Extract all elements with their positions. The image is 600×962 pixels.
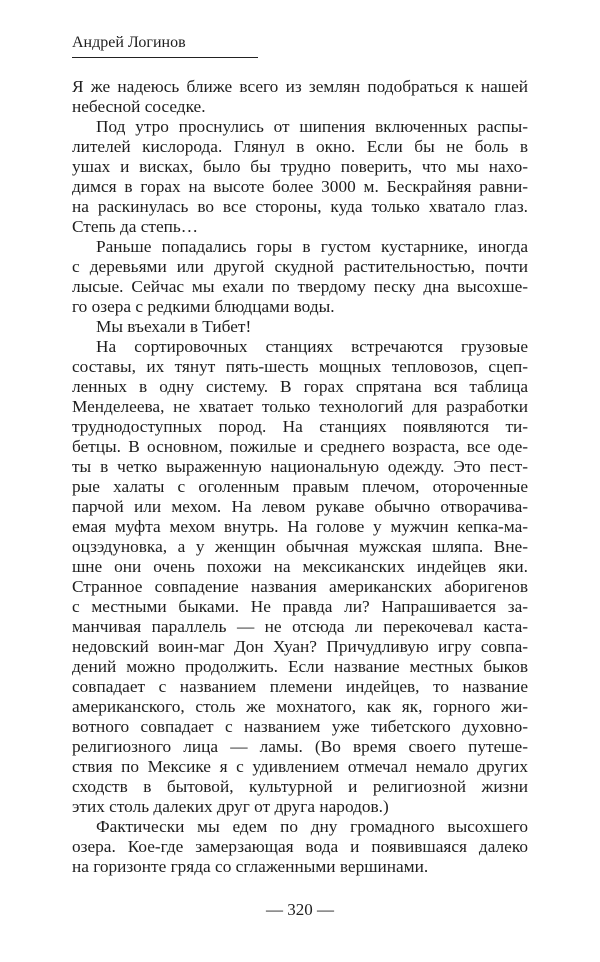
text-line: На сортировочных станциях встречаются грузовые — [96, 337, 528, 356]
text-line: рые халаты с оголенным правым плечом, отороченные — [72, 477, 528, 496]
text-line: го озера с редкими блюдцами воды. — [72, 297, 335, 316]
text-line: дений можно продолжить. Если название местных быков — [72, 657, 528, 676]
text-line: совпадает с названием племени индейцев, то название — [72, 677, 528, 696]
text-line: религиозного лица — ламы. (Во время своего путеше- — [72, 737, 528, 756]
body-text — [72, 77, 528, 877]
text-line: американского, столь же мохнатого, как як, горного жи- — [72, 697, 528, 716]
text-line: небесной соседке. — [72, 97, 206, 116]
text-line: лителей кислорода. Глянул в окно. Если бы не боль в — [72, 137, 528, 156]
text-line: Фактически мы едем по дну громадного высохшего — [96, 817, 528, 836]
text-line: составы, их тянут пять-шесть мощных тепловозов, сцеп- — [72, 357, 528, 376]
text-line: Степь да степь… — [72, 217, 199, 236]
text-line: ленных в одну систему. В горах спрятана вся таблица — [72, 377, 528, 396]
text-line: лысые. Сейчас мы ехали по твердому песку дна высохше- — [72, 277, 528, 296]
text-line: труднодоступных пород. На станциях появляются ти- — [72, 417, 528, 436]
text-line: с местными быками. Не правда ли? Напрашивается за- — [72, 597, 528, 616]
text-line: шне они очень похожи на мексиканских индейцев яки. — [72, 557, 528, 576]
text-line: ствия по Мексике я с удивлением отмечал немало других — [72, 757, 528, 776]
text-line: недовский воин-маг Дон Хуан? Причудливую игру совпа- — [72, 637, 528, 656]
text-line: этих столь далеких друг от друга народов.) — [72, 797, 389, 816]
text-line: бетцы. В основном, пожилые и среднего возраста, все оде- — [72, 437, 528, 456]
running-header-author: Андрей Логинов — [72, 34, 186, 51]
text-line: емая муфта мехом внутрь. На голове у мужчин кепка-ма- — [72, 517, 528, 536]
text-line: на раскинулась во все стороны, куда только хватало глаз. — [72, 197, 528, 216]
text-line: ушах и висках, было бы трудно поверить, что мы нахо- — [72, 157, 528, 176]
text-line: ты в четко выраженную национальную одежду. Это пест- — [72, 457, 528, 476]
text-line: манчивая параллель — не отсюда ли перекочевал каста- — [72, 617, 528, 636]
text-line: Мы въехали в Тибет! — [96, 317, 252, 336]
text-line: димся в горах на высоте более 3000 м. Бескрайняя равни- — [72, 177, 528, 196]
text-line: сходств в бытовой, культурной и религиозной жизни — [72, 777, 528, 796]
text-line: озера. Кое-где замерзающая вода и появившаяся далеко — [72, 837, 528, 856]
text-line: Менделеева, не хватает только технологий для разработки — [72, 397, 528, 416]
text-line: Под утро проснулись от шипения включенных распы- — [96, 117, 528, 136]
text-line: Раньше попадались горы в густом кустарнике, иногда — [96, 237, 528, 256]
header-rule — [72, 57, 258, 58]
text-line: оцзэдуновка, а у женщин обычная мужская шляпа. Вне- — [72, 537, 528, 556]
text-line: парчой или мехом. На левом рукаве обычно отворачива- — [72, 497, 528, 516]
text-line: на горизонте гряда со сглаженными вершинами. — [72, 857, 429, 876]
text-line: с деревьями или другой скудной растительностью, почти — [72, 257, 528, 276]
text-line: Я же надеюсь ближе всего из землян подобраться к нашей — [72, 77, 528, 96]
text-line: Странное совпадение названия американских аборигенов — [72, 577, 528, 596]
page-number: — 320 — — [266, 900, 334, 919]
text-line: вотного совпадает с названием уже тибетского духовно- — [72, 717, 528, 736]
